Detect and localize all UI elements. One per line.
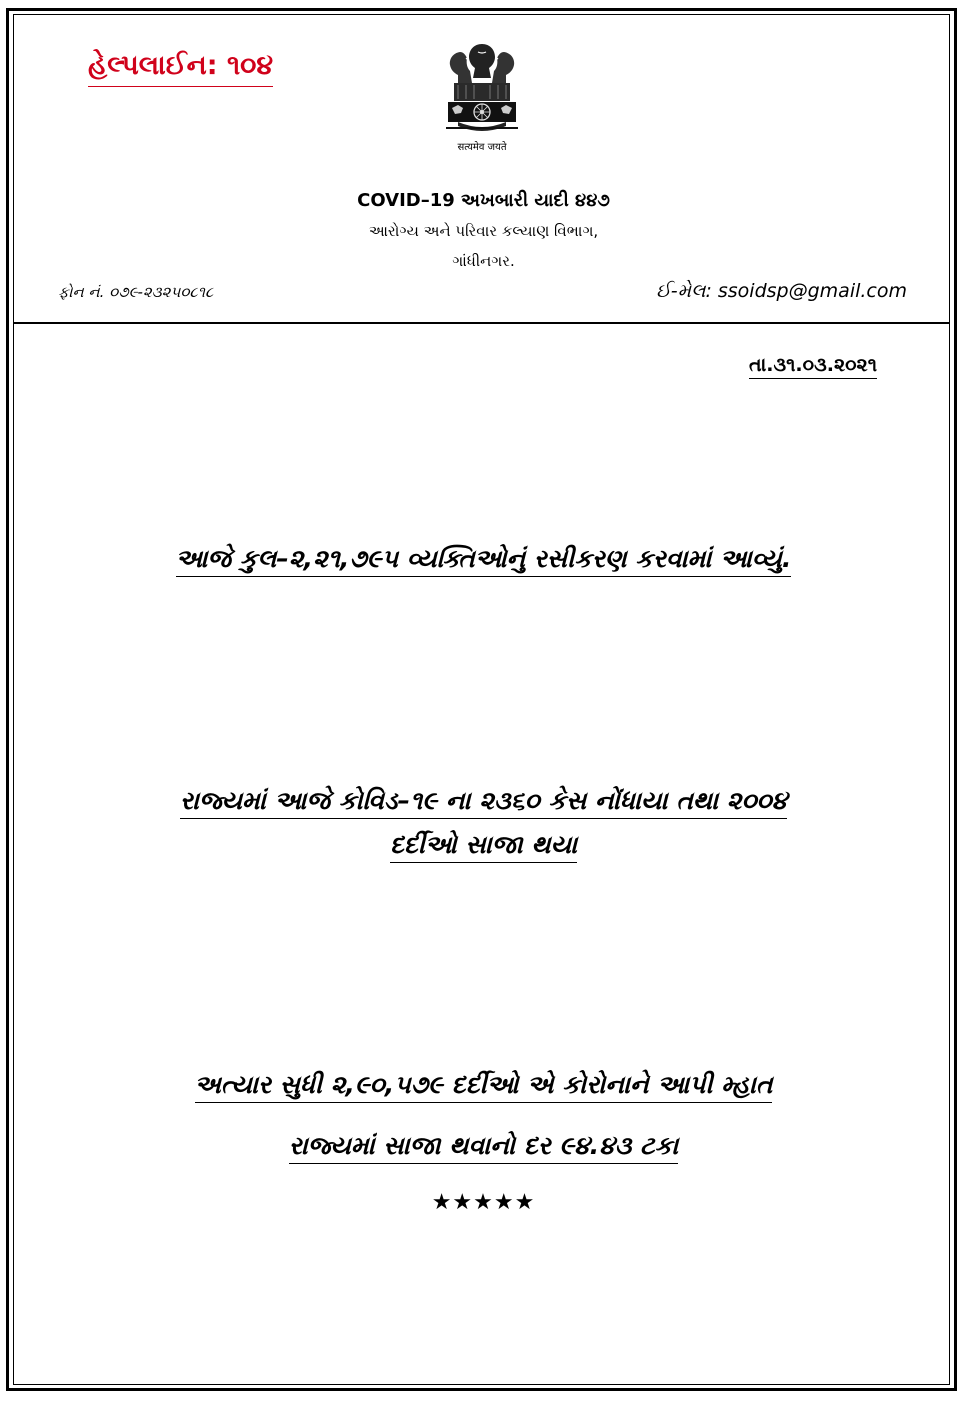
header-divider: [13, 322, 950, 324]
cases-headline-line1-text: રાજ્યમાં આજે કોવિડ–૧૯ ના ૨૩૬૦ કેસ નોંધાયા તથા ૨૦૦૪: [180, 786, 787, 819]
emblem-motto: सत्यमेव जयते: [457, 142, 507, 153]
press-release-title: COVID–19 અખબારી યાદી ૪૪૭: [357, 190, 610, 211]
phone-number: ફોન નં. ૦૭૯-૨૩૨૫૦૮૧૮: [58, 283, 214, 301]
recovery-rate-headline: [0, 1131, 967, 1161]
cases-headline-line2-text: દર્દીઓ સાજા થયા: [390, 830, 577, 863]
vaccination-headline: [0, 544, 967, 574]
cases-headline-line1: [0, 786, 967, 816]
cases-headline-line2: [0, 830, 967, 860]
city-name: ગાંધીનગર.: [452, 252, 515, 270]
vaccination-headline-text: આજે કુલ–૨,૨૧,૭૯૫ વ્યક્તિઓનું રસીકરણ કરવામાં આવ્યું.: [176, 544, 792, 577]
end-stars: ★★★★★: [431, 1190, 536, 1215]
national-emblem-icon: [436, 38, 528, 154]
email-address: ઈ-મેલ: ssoidsp@gmail.com: [656, 280, 907, 302]
recovered-headline-line1-text: અત્યાર સુધી ૨,૯૦,૫૭૯ દર્દીઓ એ કોરોનાને આપી મ્હાત: [195, 1070, 773, 1103]
helpline-number: હેલ્પલાઈન: ૧૦૪: [88, 50, 273, 87]
recovered-headline-line1: [0, 1070, 967, 1100]
department-name: આરોગ્ય અને પરિવાર કલ્યાણ વિભાગ,: [368, 222, 599, 240]
recovery-rate-headline-text: રાજ્યમાં સાજા થવાનો દર ૯૪.૪૩ ટકા: [289, 1131, 679, 1164]
page-border-inner: [13, 14, 950, 1385]
release-date: તા.૩૧.૦૩.૨૦૨૧: [749, 354, 877, 379]
